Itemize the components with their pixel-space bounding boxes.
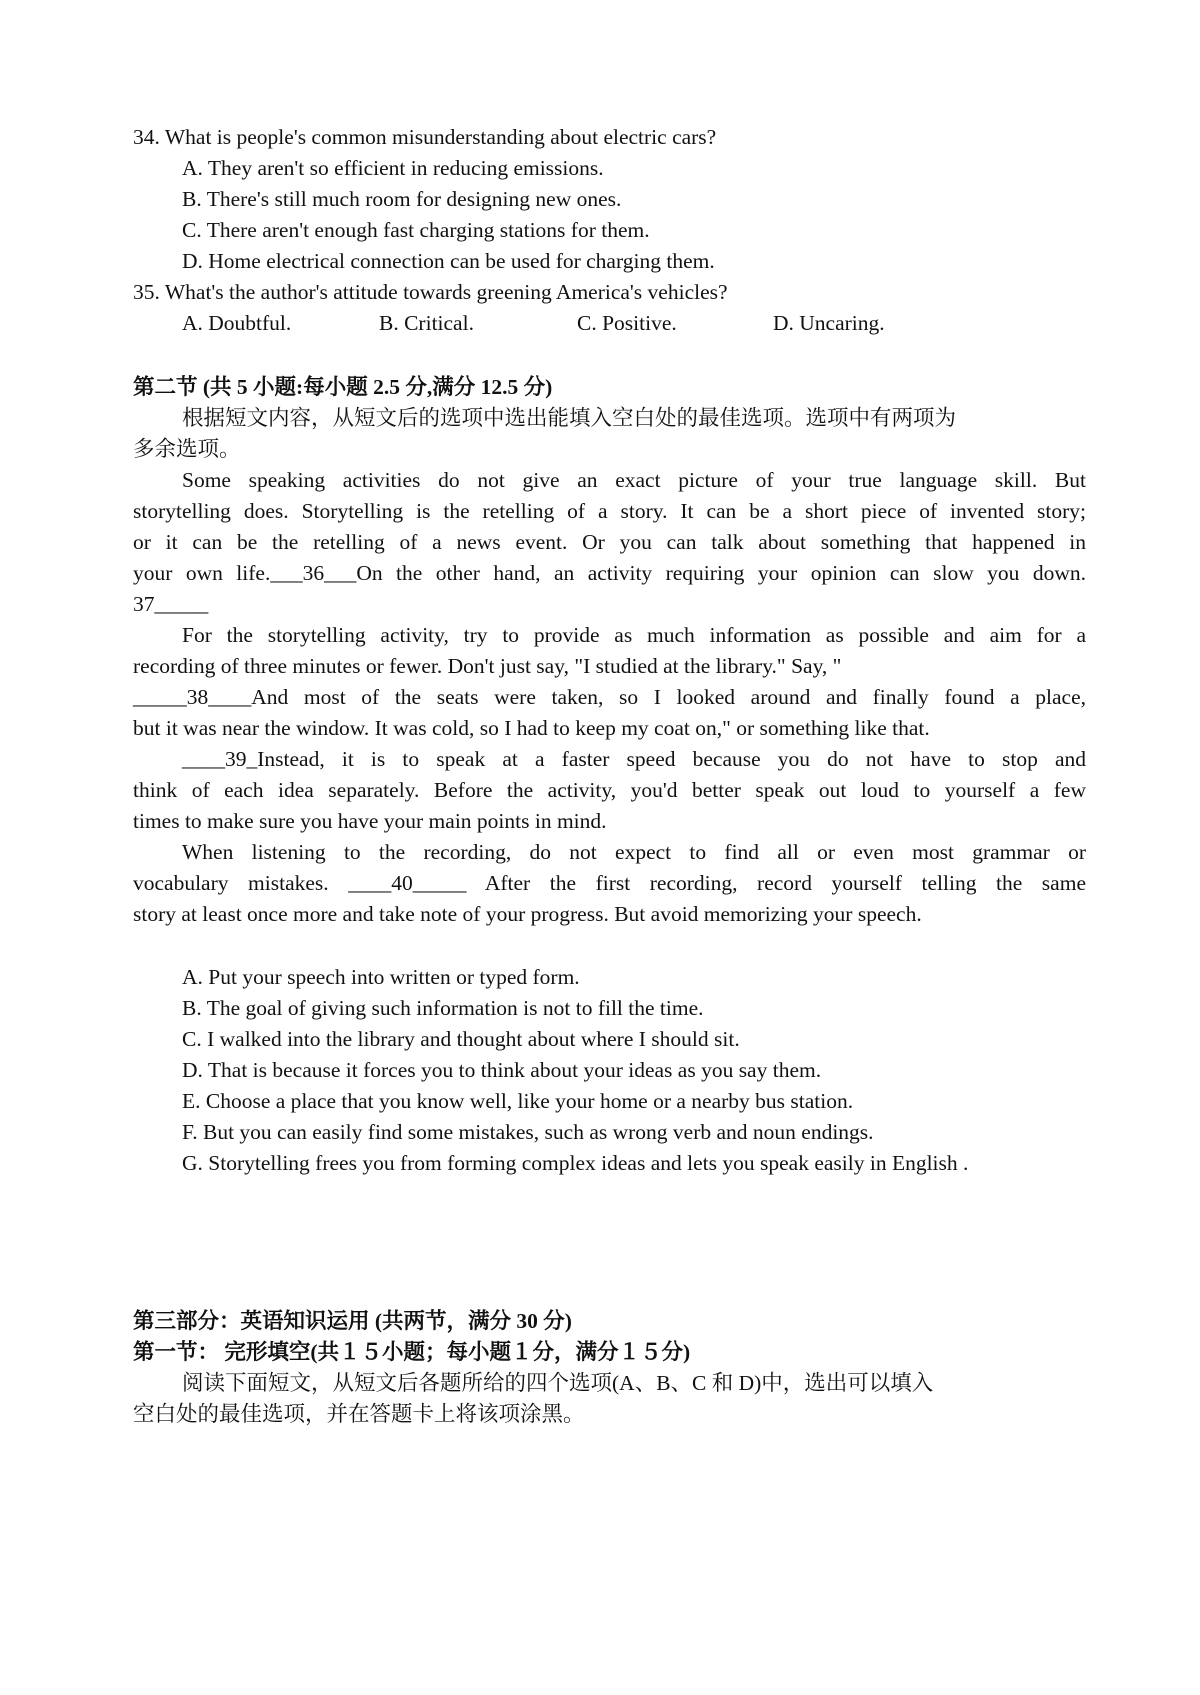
section2-option-c: C. I walked into the library and thought about where I should sit. [182, 1027, 740, 1051]
q34-option-c: C. There aren't enough fast charging stations for them. [182, 218, 650, 242]
section2-option-e: E. Choose a place that you know well, like your home or a nearby bus station. [182, 1089, 854, 1113]
q35-option-d: D. Uncaring. [773, 311, 885, 335]
passage-p4-line2: vocabulary mistakes. ____40_____ After the first recording, record yourself telling the same [133, 871, 1086, 895]
passage-p2-line3: _____38____And most of the seats were taken, so I looked around and finally found a place, [133, 685, 1086, 709]
q35-option-b: B. Critical. [379, 311, 474, 335]
q34-option-b: B. There's still much room for designing new ones. [182, 187, 622, 211]
section2-option-a: A. Put your speech into written or typed form. [182, 965, 580, 989]
part3-instruction-line2: 空白处的最佳选项，并在答题卡上将该项涂黑。 [133, 1402, 585, 1426]
passage-p2-line4: but it was near the window. It was cold, so I had to keep my coat on," or something like that. [133, 716, 930, 740]
passage-p1-line2: storytelling does. Storytelling is the retelling of a story. It can be a short piece of invented story; [133, 499, 1086, 523]
q35-option-c: C. Positive. [577, 311, 677, 335]
passage-p4-line1: When listening to the recording, do not expect to find all or even most grammar or [182, 840, 1086, 864]
passage-p4-line3: story at least once more and take note of your progress. But avoid memorizing your speech. [133, 902, 922, 926]
passage-p2-line1: For the storytelling activity, try to provide as much information as possible and aim for a [182, 623, 1086, 647]
q34-option-a: A. They aren't so efficient in reducing emissions. [182, 156, 604, 180]
section2-option-d: D. That is because it forces you to think about your ideas as you say them. [182, 1058, 822, 1082]
section2-heading: 第二节 (共 5 小题:每小题 2.5 分,满分 12.5 分) [133, 375, 553, 399]
q35-stem: 35. What's the author's attitude towards greening America's vehicles? [133, 280, 728, 304]
q34-stem: 34. What is people's common misunderstanding about electric cars? [133, 125, 717, 149]
part3-section1-heading: 第一节： 完形填空(共１５小题；每小题１分，满分１５分) [133, 1340, 691, 1364]
passage-p1-line3: or it can be the retelling of a news event. Or you can talk about something that happened in [133, 530, 1086, 554]
part3-instruction-line1: 阅读下面短文，从短文后各题所给的四个选项(A、B、C 和 D)中，选出可以填入 [182, 1371, 934, 1395]
passage-p2-line2: recording of three minutes or fewer. Don't just say, "I studied at the library." Say, " [133, 654, 842, 678]
q35-option-a: A. Doubtful. [182, 311, 292, 335]
section2-instruction-line1: 根据短文内容，从短文后的选项中选出能填入空白处的最佳选项。选项中有两项为 [182, 406, 957, 430]
q35-options [0, 313, 1200, 339]
passage-p3-line1: ____39_Instead, it is to speak at a faster speed because you do not have to stop and [182, 747, 1086, 771]
q34-option-d: D. Home electrical connection can be used for charging them. [182, 249, 715, 273]
passage-p1-line4: your own life.___36___On the other hand, an activity requiring your opinion can slow you down. [133, 561, 1086, 585]
section2-instruction-line2: 多余选项。 [133, 437, 241, 461]
section2-option-g: G. Storytelling frees you from forming complex ideas and lets you speak easily in English . [182, 1151, 969, 1175]
section2-option-b: B. The goal of giving such information is not to fill the time. [182, 996, 704, 1020]
passage-p3-line3: times to make sure you have your main points in mind. [133, 809, 607, 833]
passage-p3-line2: think of each idea separately. Before the activity, you'd better speak out loud to yourself a few [133, 778, 1086, 802]
part3-heading: 第三部分：英语知识运用 (共两节，满分 30 分) [133, 1309, 572, 1333]
passage-p1-line1: Some speaking activities do not give an exact picture of your true language skill. But [182, 468, 1086, 492]
section2-option-f: F. But you can easily find some mistakes, such as wrong verb and noun endings. [182, 1120, 874, 1144]
passage-p1-line5: 37_____ [133, 592, 209, 616]
